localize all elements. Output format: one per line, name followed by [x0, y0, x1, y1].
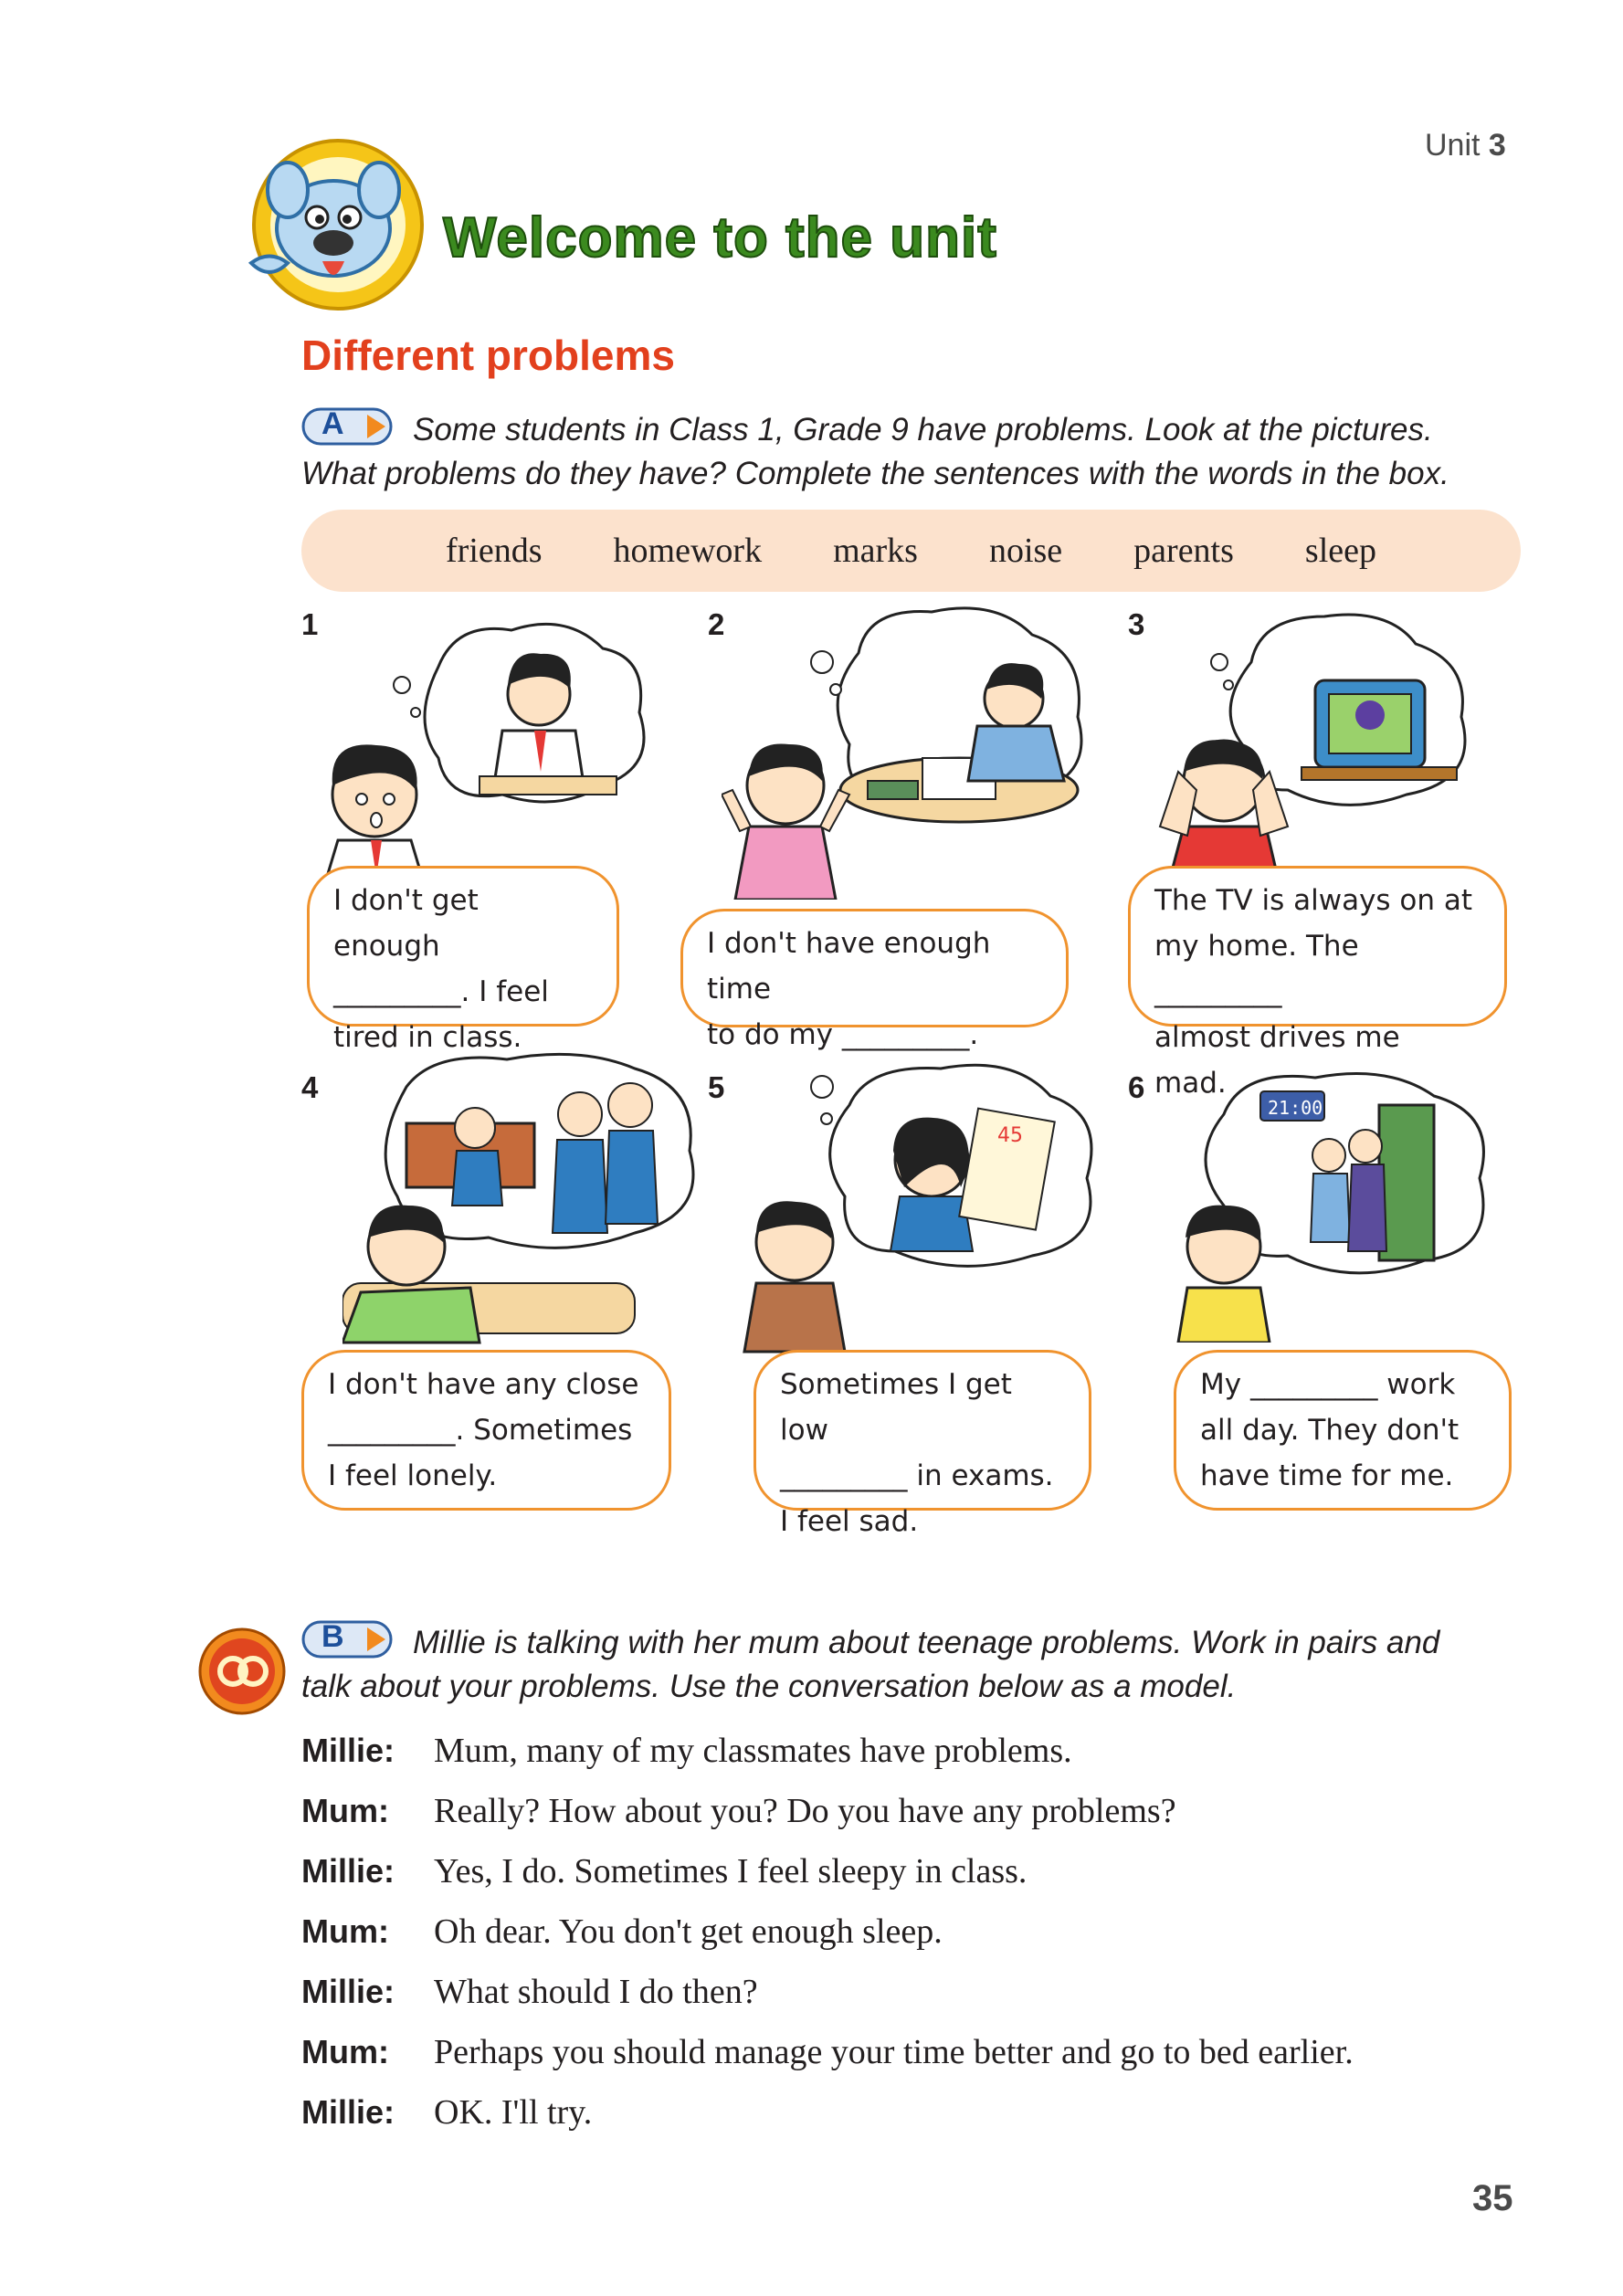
- utterance: Oh dear. You don't get enough sleep.: [434, 1912, 943, 1951]
- word-box-item: homework: [613, 532, 763, 570]
- panel-number: 1: [301, 607, 319, 641]
- panel-number: 4: [301, 1070, 319, 1104]
- part-b-badge-letter: B: [321, 1619, 344, 1654]
- bubble-line: I feel lonely.: [328, 1459, 498, 1492]
- bubble-line: all day. They don't: [1200, 1414, 1460, 1447]
- speech-bubble-4: [301, 1350, 671, 1511]
- section-title: Different problems: [301, 332, 675, 379]
- speech-bubble-3: [1128, 866, 1507, 1100]
- bubble-line: Sometimes I get low: [780, 1368, 1012, 1447]
- bubble-line: _________. Sometimes: [328, 1414, 633, 1447]
- panel-number: 2: [708, 607, 725, 641]
- speaker: Mum:: [301, 1912, 389, 1950]
- unit-title: Welcome to the unit: [443, 206, 997, 269]
- dialogue-line: [301, 1851, 1580, 1912]
- dialogue-line: [301, 1972, 1580, 2032]
- dog-mascot-logo: [233, 135, 429, 318]
- dialogue-line: [301, 1731, 1580, 1791]
- panel-3-illustration: [1142, 607, 1525, 881]
- speaker: Millie:: [301, 1732, 395, 1769]
- bubble-line: almost drives me mad.: [1154, 1021, 1400, 1100]
- bubble-line: have time for me.: [1200, 1459, 1454, 1492]
- bubble-line: tired in class.: [333, 1021, 522, 1054]
- dialogue-line: [301, 1791, 1580, 1851]
- bubble-line: _________. I feel: [333, 975, 549, 1008]
- word-box-item: friends: [446, 532, 543, 570]
- speech-bubble-6: [1174, 1350, 1512, 1511]
- page-number: 35: [1472, 2178, 1513, 2218]
- panel-2-illustration: [722, 598, 1105, 900]
- unit-prefix: Unit: [1425, 128, 1481, 163]
- panel-5-illustration: [722, 1059, 1105, 1361]
- utterance: Mum, many of my classmates have problems.: [434, 1732, 1072, 1770]
- dialogue-line: [301, 2032, 1580, 2092]
- dialogue: [301, 1731, 1580, 2153]
- part-b-instruction-line2: talk about your problems. Use the conversation below as a model.: [301, 1669, 1237, 1704]
- bubble-line: my home. The _________: [1154, 930, 1359, 1008]
- part-a-badge-letter: A: [321, 406, 344, 441]
- utterance: What should I do then?: [434, 1973, 758, 2011]
- bubble-line: The TV is always on at: [1154, 884, 1473, 917]
- wall-clock: 21:00: [1268, 1097, 1323, 1119]
- speaker: Mum:: [301, 1792, 389, 1829]
- bubble-line: to do my _________.: [707, 1018, 979, 1051]
- unit-number: 3: [1488, 128, 1506, 163]
- pair-work-icon: [196, 1626, 288, 1717]
- panel-number: 5: [708, 1070, 725, 1104]
- word-box-item: noise: [988, 532, 1063, 570]
- panel-number: 3: [1128, 607, 1145, 641]
- speech-bubble-2: [680, 909, 1069, 1051]
- bubble-line: I feel sad.: [780, 1505, 919, 1538]
- panel-1-illustration: [301, 612, 667, 886]
- part-a-instruction-line2: What problems do they have? Complete the sentences with the words in the box.: [301, 456, 1449, 491]
- dialogue-line: [301, 1912, 1580, 1972]
- speech-bubble-1: [307, 866, 619, 1054]
- speech-bubble-5: [754, 1350, 1091, 1538]
- speaker: Millie:: [301, 1973, 395, 2010]
- utterance: OK. I'll try.: [434, 2093, 593, 2132]
- bubble-line: I don't get enough: [333, 884, 479, 963]
- bubble-line: I don't have any close: [328, 1368, 639, 1401]
- panel-4-illustration: [343, 1050, 708, 1352]
- utterance: Yes, I do. Sometimes I feel sleepy in class.: [434, 1852, 1028, 1891]
- part-a-instruction: [301, 408, 1553, 496]
- bubble-line: My _________ work: [1200, 1368, 1456, 1401]
- utterance: Perhaps you should manage your time better and go to bed earlier.: [434, 2033, 1354, 2071]
- speaker: Millie:: [301, 1852, 395, 1890]
- word-box-item: sleep: [1304, 532, 1376, 570]
- unit-label: [1425, 128, 1506, 163]
- exam-mark: 45: [997, 1124, 1023, 1147]
- speaker: Mum:: [301, 2033, 389, 2070]
- part-a-instruction-line1: Some students in Class 1, Grade 9 have problems. Look at the pictures.: [413, 412, 1433, 448]
- utterance: Really? How about you? Do you have any problems?: [434, 1792, 1176, 1830]
- panel-6-illustration: [1169, 1069, 1507, 1343]
- part-b-instruction: [301, 1621, 1553, 1709]
- bubble-line: I don't have enough time: [707, 927, 991, 1006]
- word-box-item: parents: [1133, 532, 1234, 570]
- dialogue-line: [301, 2092, 1580, 2153]
- part-b-instruction-line1: Millie is talking with her mum about teenage problems. Work in pairs and: [413, 1625, 1440, 1660]
- speaker: Millie:: [301, 2093, 395, 2131]
- word-box: [301, 510, 1521, 592]
- word-box-item: marks: [833, 532, 918, 570]
- panel-number: 6: [1128, 1070, 1145, 1104]
- bubble-line: _________ in exams.: [780, 1459, 1054, 1492]
